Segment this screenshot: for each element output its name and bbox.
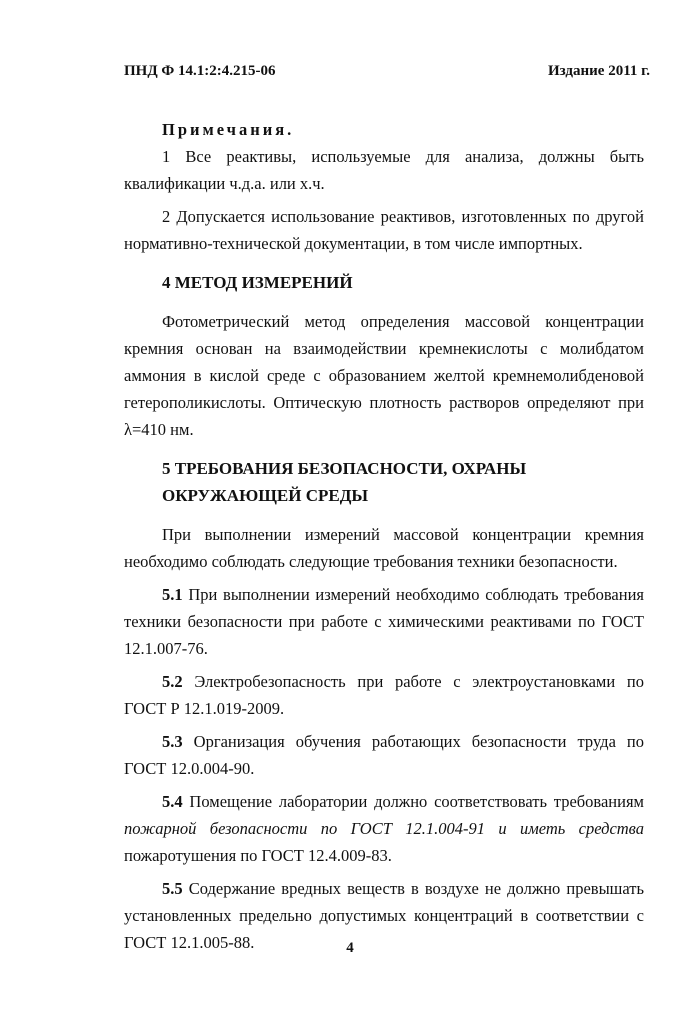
item-number: 5.1 bbox=[162, 585, 183, 604]
item-text-b: пожарной безопасности по ГОСТ 12.1.004-91 и иметь средства bbox=[124, 819, 644, 838]
section-4-text: Фотометрический метод определения массовой концентрации кремния основан на взаимодействии кремнекислоты с молибдатом аммония в кислой среде с образованием желтой кремнемолибденовой гетерополикислоты. Оптическую плотность растворов определяют при λ=410 нм. bbox=[124, 312, 644, 439]
item-5-3 bbox=[124, 728, 644, 782]
item-number: 5.2 bbox=[162, 672, 183, 691]
section-5-title-line1: 5 ТРЕБОВАНИЯ БЕЗОПАСНОСТИ, ОХРАНЫ bbox=[162, 459, 527, 478]
item-text: При выполнении измерений необходимо соблюдать требования техники безопасности при работе с химическими реактивами по ГОСТ 12.1.007-76. bbox=[124, 585, 645, 658]
item-text-a: Помещение лаборатории должно соответствовать требованиям bbox=[189, 792, 645, 811]
item-text: Организация обучения работающих безопасности труда по ГОСТ 12.0.004-90. bbox=[124, 732, 645, 778]
edition-label: Издание 2011 г. bbox=[548, 63, 650, 79]
notes-title: Примечания. bbox=[162, 120, 295, 139]
section-4-title: 4 МЕТОД ИЗМЕРЕНИЙ bbox=[162, 273, 353, 292]
note-1: 1 Все реактивы, используемые для анализа, должны быть квалификации ч.д.а. или х.ч. bbox=[124, 147, 644, 193]
item-text: Электробезопасность при работе с электроустановками по ГОСТ Р 12.1.019-2009. bbox=[124, 672, 644, 718]
page-number: 4 bbox=[346, 940, 354, 956]
item-5-4 bbox=[124, 788, 644, 869]
item-5-1 bbox=[124, 581, 644, 662]
item-number: 5.4 bbox=[162, 792, 183, 811]
item-5-2 bbox=[124, 668, 644, 722]
section-5-intro: При выполнении измерений массовой концентрации кремния необходимо соблюдать следующие требования техники безопасности. bbox=[124, 525, 644, 571]
item-text-c: пожаротушения по ГОСТ 12.4.009-83. bbox=[124, 846, 392, 865]
note-2: 2 Допускается использование реактивов, изготовленных по другой нормативно-технической документации, в том числе импортных. bbox=[124, 207, 644, 253]
document-code: ПНД Ф 14.1:2:4.215-06 bbox=[124, 63, 276, 79]
item-text: Содержание вредных веществ в воздухе не должно превышать установленных предельно допустимых концентраций в соответствии с ГОСТ 12.1.005-88. bbox=[124, 879, 645, 952]
item-number: 5.3 bbox=[162, 732, 183, 751]
section-5-title-line2: ОКРУЖАЮЩЕЙ СРЕДЫ bbox=[162, 486, 369, 505]
page-content bbox=[124, 116, 644, 956]
item-number: 5.5 bbox=[162, 879, 183, 898]
